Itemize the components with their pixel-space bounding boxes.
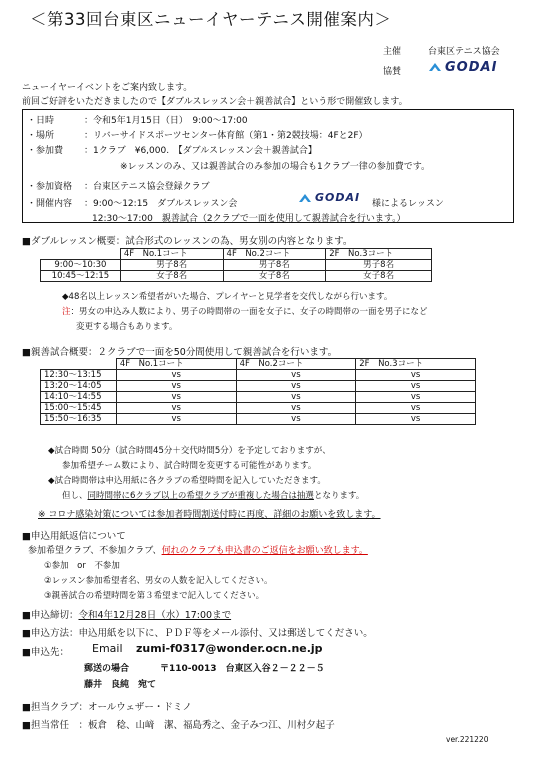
lesson-heading: ■ダブルレッスン概要：試合形式のレッスンの為、男女別の内容となります。 [22, 236, 353, 247]
qual-value: ：台東区テニス協会登録クラブ [84, 182, 210, 192]
table-cell: vs [236, 392, 356, 403]
email-link[interactable]: zumi-f0317@wonder.ocn.ne.jp [136, 642, 323, 655]
content-sama: 様によるレッスン [372, 199, 444, 209]
table-cell: 女子8名 [120, 271, 223, 282]
table-row [41, 370, 476, 381]
intro-line-1: ニューイヤーイベントをご案内致します。 [22, 83, 193, 93]
reply-heading: ■申込用紙返信について [22, 531, 126, 542]
match-note-2: 参加希望チーム数により、試合時間を変更する可能性があります。 [62, 461, 317, 471]
page-title: ＜第33回台東区ニューイヤーテニス開催案内＞ [30, 10, 392, 29]
lesson-note-2-label: 注 [62, 307, 71, 317]
table-cell: vs [356, 381, 476, 392]
intro-line-2: 前回ご好評をいただきましたので【ダブルスレッスン会＋親善試合】という形で開催致します。 [22, 97, 408, 107]
godai-logo-icon [428, 62, 442, 73]
reply-line-1a: 参加希望クラブ、不参加クラブ、 [28, 546, 162, 556]
table-time-cell: 10:45～12:15 [41, 271, 121, 282]
fee-label: ・参加費 [27, 146, 64, 156]
email-label: Email [92, 642, 123, 655]
lesson-note-3: 変更する場合もあります。 [76, 322, 178, 332]
deadline-label: ■申込締切： [22, 610, 79, 621]
date-label: ・日時 [27, 116, 55, 126]
venue-label: ・場所 [27, 131, 55, 141]
table-row [41, 260, 432, 271]
table-cell: vs [116, 381, 236, 392]
table-header: 2F No.3コート [326, 249, 432, 260]
content-line-1: ：9:00～12:15 ダブルスレッスン会 [84, 199, 238, 209]
post-value: 〒110-0013 台東区入谷２－２２－５ [160, 664, 325, 674]
staff-text: ■担当常任 ：板倉 稔、山﨑 潔、福島秀之、金子みつ江、川村夕起子 [22, 720, 335, 731]
table-cell: vs [356, 414, 476, 425]
contact-name: 藤井 良純 宛て [84, 680, 157, 690]
table-corner [41, 249, 121, 260]
venue-value: ：リバーサイドスポーツセンター体育館（第1・第2競技場：4Fと2F） [84, 131, 368, 141]
match-table [40, 358, 476, 425]
table-cell: 男子8名 [223, 260, 326, 271]
table-time-cell: 15:00～15:45 [41, 403, 117, 414]
table-cell: vs [356, 370, 476, 381]
lesson-note-1: ◆48名以上レッスン希望者がいた場合、プレイヤーと見学者を交代しながら行います。 [62, 292, 393, 302]
content-godai-logo [298, 191, 360, 204]
table-cell: vs [116, 403, 236, 414]
covid-note: ※ コロナ感染対策については参加者時間割送付時に再度、詳細のお願いを致します。 [38, 510, 381, 520]
lesson-note-2: ：男女の申込み人数により、男子の時間帯の一面を女子に、女子の時間帯の一面を男子になど [70, 307, 428, 317]
godai-logo-text: GODAI [445, 60, 498, 75]
reply-item-2: ②レッスン参加希望者名、男女の人数を記入してください。 [44, 576, 273, 586]
table-cell: vs [236, 381, 356, 392]
match-note-4a: 但し、 [62, 491, 88, 501]
version-label: ver.221220 [446, 735, 489, 744]
table-row [41, 403, 476, 414]
host-value: 台東区テニス協会 [428, 47, 500, 57]
table-corner [41, 359, 117, 370]
table-row [41, 249, 432, 260]
table-time-cell: 14:10～14:55 [41, 392, 117, 403]
date-value: ：令和5年1月15日（日） 9:00～17:00 [84, 116, 248, 126]
match-note-4b: 同時間帯に6クラブ以上の希望クラブが重複した場合は抽選 [87, 491, 314, 501]
deadline-value: 令和4年12月28日（水）17:00まで [78, 610, 232, 621]
table-row [41, 271, 432, 282]
table-header: 4F No.1コート [116, 359, 236, 370]
match-note-3: ◆試合時間帯は申込用紙に各クラブの希望時間を記入していただきます。 [48, 476, 326, 486]
table-cell: vs [236, 414, 356, 425]
table-cell: vs [236, 403, 356, 414]
table-header: 4F No.1コート [120, 249, 223, 260]
fee-value: ：1クラブ ¥6,000. 【ダブルスレッスン会＋親善試合】 [84, 146, 317, 156]
qual-label: ・参加資格 [27, 182, 73, 192]
post-label: 郵送の場合 [84, 664, 130, 674]
table-row [41, 359, 476, 370]
method-text: ■申込方法：申込用紙を以下に、ＰＤＦ等をメール添付、又は郵送してください。 [22, 628, 373, 639]
table-time-cell: 12:30～13:15 [41, 370, 117, 381]
table-time-cell: 9:00～10:30 [41, 260, 121, 271]
godai-logo-icon [298, 193, 312, 204]
table-row [41, 381, 476, 392]
support-label: 協賛 [383, 67, 402, 77]
table-cell: vs [236, 370, 356, 381]
table-row [41, 392, 476, 403]
host-label: 主催 [383, 47, 402, 57]
club-text: ■担当クラブ：オールウェザー・ドミノ [22, 702, 192, 713]
table-cell: 男子8名 [326, 260, 432, 271]
table-cell: vs [116, 370, 236, 381]
reply-item-1: ①参加 or 不参加 [44, 561, 120, 571]
table-cell: vs [356, 403, 476, 414]
table-time-cell: 15:50～16:35 [41, 414, 117, 425]
match-note-4c: となります。 [313, 491, 365, 501]
table-cell: vs [116, 392, 236, 403]
table-cell: vs [116, 414, 236, 425]
table-row [41, 414, 476, 425]
table-time-cell: 13:20～14:05 [41, 381, 117, 392]
table-cell: 女子8名 [223, 271, 326, 282]
content-godai-text: GODAI [315, 191, 361, 204]
match-note-1: ◆試合時間 50分（試合時間45分＋交代時間5分）を予定しておりますが、 [48, 446, 331, 456]
reply-line-1b: 何れのクラブも申込書のご返信をお願い致します。 [161, 546, 368, 556]
match-heading: ■親善試合概要：２クラブで一面を50分間使用して親善試合を行います。 [22, 347, 338, 358]
content-label: ・開催内容 [27, 199, 73, 209]
table-header: 4F No.2コート [236, 359, 356, 370]
reply-item-3: ③親善試合の希望時間を第３希望まで記入してください。 [44, 591, 265, 601]
content-line-2: 12:30～17:00 親善試合（2クラブで一面を使用して親善試合を行います。） [92, 214, 406, 224]
table-cell: 女子8名 [326, 271, 432, 282]
table-cell: vs [356, 392, 476, 403]
table-header: 2F No.3コート [356, 359, 476, 370]
lesson-table [40, 248, 432, 282]
table-cell: 男子8名 [120, 260, 223, 271]
fee-note: ※レッスンのみ、又は親善試合のみ参加の場合も1クラブ一律の参加費です。 [120, 162, 430, 172]
table-header: 4F No.2コート [223, 249, 326, 260]
godai-logo [428, 60, 497, 75]
contact-label: ■申込先： [22, 647, 69, 658]
